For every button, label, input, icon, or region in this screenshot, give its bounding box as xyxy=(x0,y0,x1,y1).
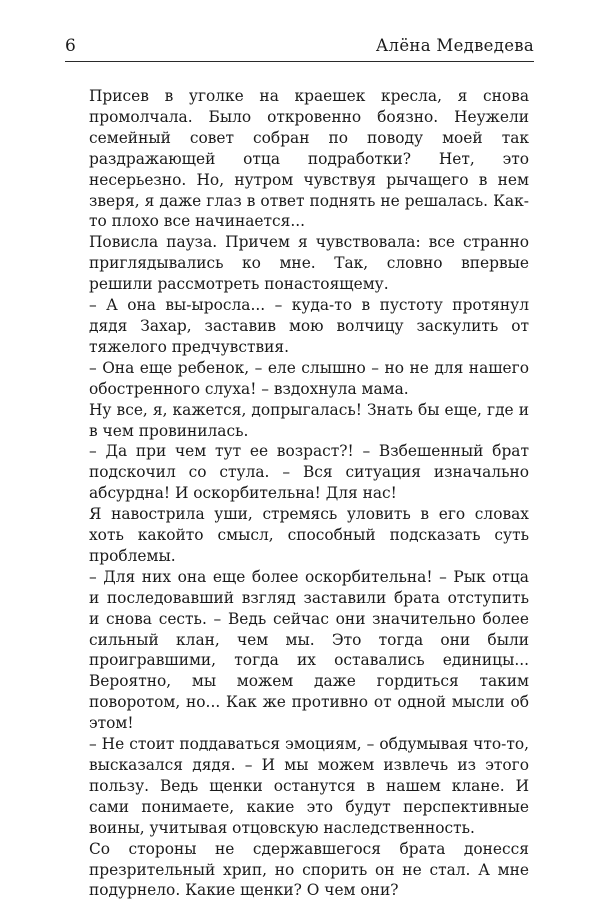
page-number: 6 xyxy=(65,36,76,56)
paragraph: – А она вы-ыросла... – куда-то в пустоту протянул дядя Захар, заставив мою волчицу заскулить от тяжелого предчувствия. xyxy=(89,296,529,356)
paragraph: – Она еще ребенок, – еле слышно – но не для нашего обостренного слуха! – вздохнула мама. xyxy=(89,358,529,398)
paragraph: – Да при чем тут ее возраст?! – Взбешенный брат подскочил со стула. – Вся ситуация изначально абсурдна! И оскорбительна! Для нас! xyxy=(89,442,529,503)
page-header xyxy=(65,36,534,66)
paragraph: Я навострила уши, стремясь уловить в его словах хоть какойто смысл, способный подсказать суть проблемы. xyxy=(89,505,529,565)
paragraph: Присев в уголке на краешек кресла, я снова промолчала. Было откровенно боязно. Неужели семейный совет собран по поводу моей так раздражающей отца подработки? Нет, это несерьезно. Но, нутром чувствуя рычащего в нем зверя, я даже глаз в ответ поднять не решалась. Как-то плохо все начинается... xyxy=(89,87,529,231)
paragraph: Повисла пауза. Причем я чувствовала: все странно приглядывались ко мне. Так, словно впервые решили рассмотреть понастоящему. xyxy=(89,233,529,294)
header-rule xyxy=(65,61,534,62)
paragraph: Ну все, я, кажется, допрыгалась! Знать бы еще, где и в чем провинилась. xyxy=(89,400,529,440)
body-text xyxy=(89,86,529,901)
paragraph: Со стороны не сдержавшегося брата донесся презрительный хрип, но спорить он не стал. А мне подурнело. Какие щенки? О чем они? xyxy=(89,839,529,900)
running-head-author: Алёна Медведева xyxy=(375,36,534,55)
paragraph: – Для них она еще более оскорбительна! – Рык отца и последовавший взгляд заставили брата отступить и снова сесть. – Ведь сейчас они значительно более сильный клан, чем мы. Это тогда они были проигравшими, тогда их оставались единицы... Вероятно, мы можем даже гордиться таким поворотом, но... Как же противно от одной мысли об этом! xyxy=(89,567,529,733)
paragraph: – Не стоит поддаваться эмоциям, – обдумывая что-то, высказался дядя. – И мы можем извлечь из этого пользу. Ведь щенки останутся в нашем клане. И сами понимаете, какие это будут перспективные воины, учитывая отцовскую наследственность. xyxy=(89,735,529,837)
